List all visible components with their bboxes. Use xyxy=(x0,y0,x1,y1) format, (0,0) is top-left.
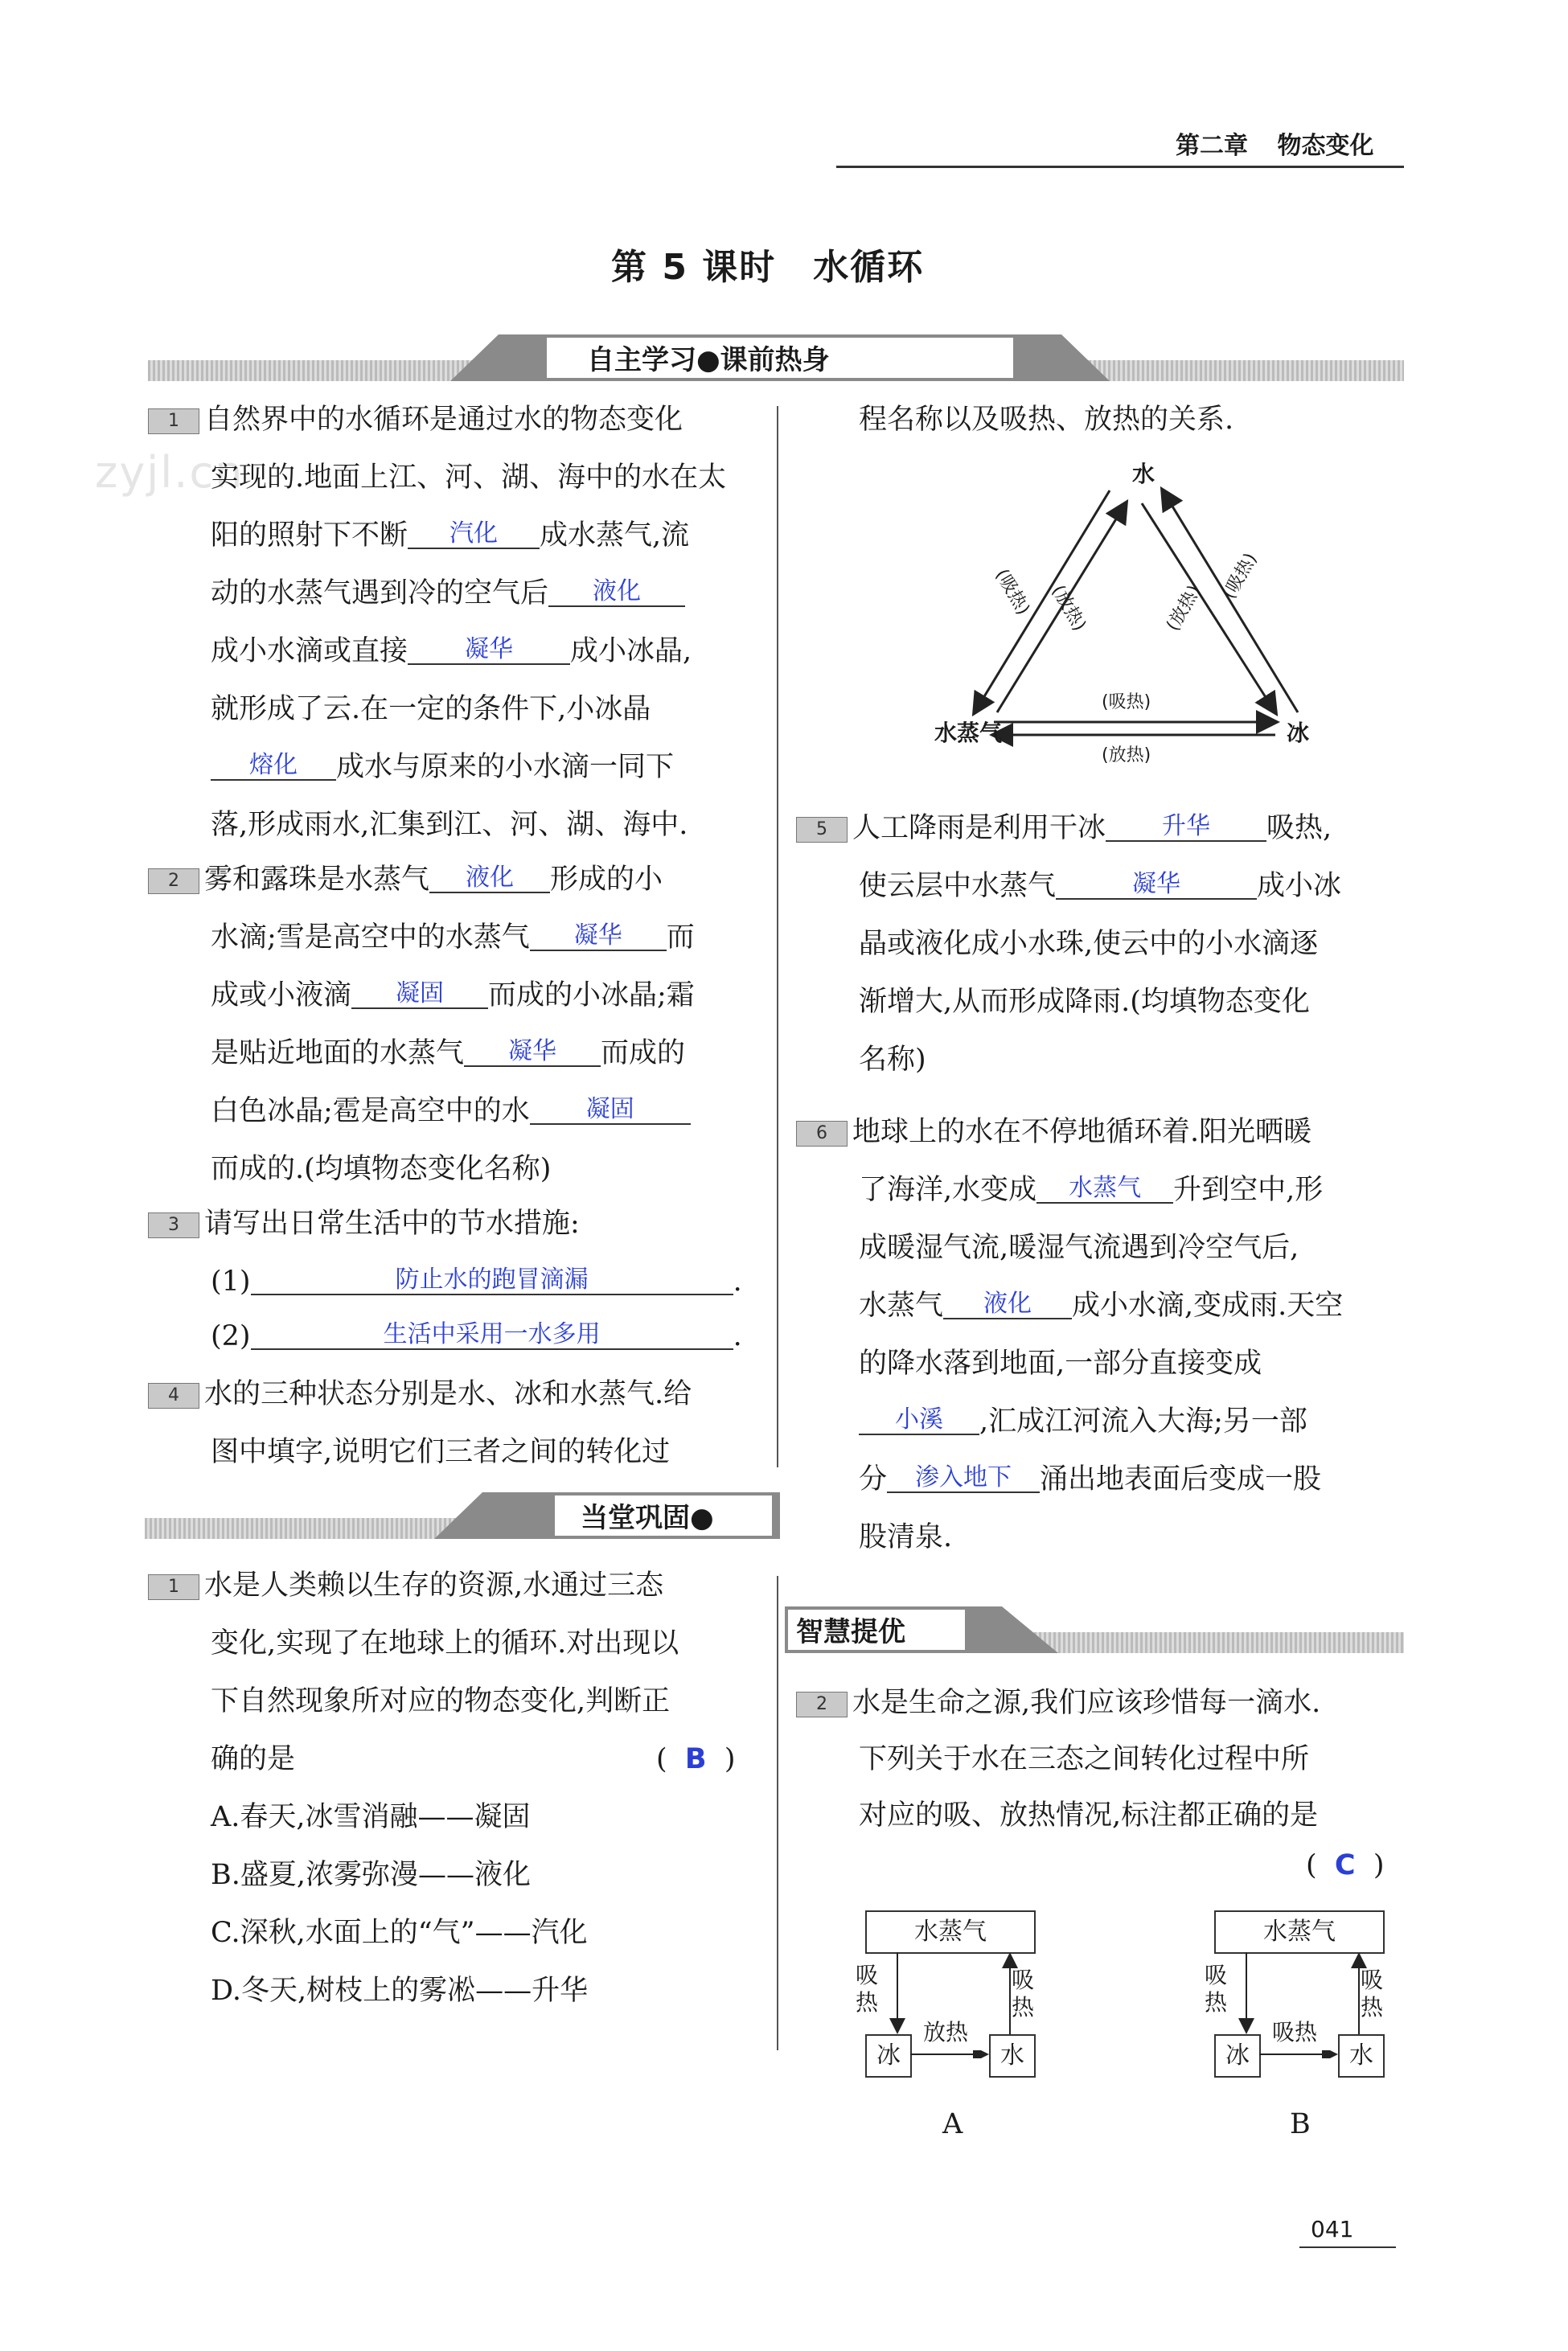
chapter-label: 第二章 xyxy=(1176,132,1248,160)
diagA-mid-label: 放热 xyxy=(923,2019,969,2045)
q2-text: 形成的小 xyxy=(550,864,663,896)
q2-line3 xyxy=(211,978,695,1013)
triangle-r-inner: (放热) xyxy=(1163,581,1205,635)
q6-text: 水蒸气 xyxy=(859,1290,944,1322)
q4-line2: 图中填字,说明它们三者之间的转化过 xyxy=(211,1436,671,1468)
q1-line4 xyxy=(211,576,685,611)
section-title-1: 自主学习●课前热身 xyxy=(587,344,830,376)
b1-option-b[interactable]: B.盛夏,浓雾弥漫——液化 xyxy=(211,1859,531,1891)
q2-text: 是贴近地面的水蒸气 xyxy=(211,1037,465,1069)
q1-text: 成水与原来的小水滴一同下 xyxy=(336,751,675,783)
q3-blank-2[interactable]: 生活中采用一水多用 xyxy=(251,1321,733,1350)
q6-line2 xyxy=(859,1172,1323,1208)
q5-text: 吸热, xyxy=(1266,812,1332,844)
header-rule xyxy=(836,166,1404,168)
q1-line3 xyxy=(211,518,689,553)
page-number: 041 xyxy=(1311,2216,1354,2242)
q6-text: 升到空中,形 xyxy=(1173,1174,1324,1206)
q1-blank-2[interactable]: 液化 xyxy=(548,578,685,607)
q2-text: 雾和露珠是水蒸气 xyxy=(204,864,430,896)
q2-line1 xyxy=(148,862,663,897)
q2-blank-2[interactable]: 凝华 xyxy=(530,922,667,951)
c2-answer[interactable]: C xyxy=(1334,1849,1356,1881)
q6-text: 了海洋,水变成 xyxy=(859,1174,1037,1206)
q1-text: 成小水滴或直接 xyxy=(211,635,408,667)
q6-blank-2[interactable]: 液化 xyxy=(943,1290,1072,1319)
triangle-right: 冰 xyxy=(1287,720,1310,746)
c2-text: 水是生命之源,我们应该珍惜每一滴水. xyxy=(852,1687,1321,1719)
q6-text: 地球上的水在不停地循环着.阳光晒暖 xyxy=(852,1116,1312,1148)
diagB-caption: B xyxy=(1290,2108,1311,2140)
triangle-l-inner: (放热) xyxy=(1047,581,1090,635)
chapter-header xyxy=(1176,125,1373,161)
q6-text: ,汇成江河流入大海;另一部 xyxy=(979,1405,1307,1438)
q3-line1 xyxy=(148,1206,580,1241)
triangle-b-top: (吸热) xyxy=(1102,692,1151,712)
q2-text: 而成的 xyxy=(601,1037,686,1069)
q6-text: 分 xyxy=(859,1463,888,1496)
q6-line5: 的降水落到地面,一部分直接变成 xyxy=(859,1348,1262,1380)
q2-number: 2 xyxy=(148,868,199,894)
q2-line5 xyxy=(211,1093,691,1129)
q5-text: 使云层中水蒸气 xyxy=(859,870,1057,902)
q5-line5: 名称) xyxy=(859,1044,926,1076)
c2-line2: 下列关于水在三态之间转化过程中所 xyxy=(859,1743,1310,1775)
q3-blank-1[interactable]: 防止水的跑冒滴漏 xyxy=(251,1266,733,1295)
q2-text: 成或小液滴 xyxy=(211,979,352,1011)
q2-line4 xyxy=(211,1036,685,1071)
q6-line8: 股清泉. xyxy=(859,1521,953,1553)
triangle-left: 水蒸气 xyxy=(934,720,1003,746)
diagA-right-label: 吸热 xyxy=(1012,1967,1035,2021)
q6-line7 xyxy=(859,1462,1321,1497)
q6-line3: 成暖湿气流,暖湿气流遇到冷空气后, xyxy=(859,1232,1299,1264)
q6-blank-3[interactable]: 小溪 xyxy=(859,1406,979,1435)
b1-option-d[interactable]: D.冬天,树枝上的雾凇——升华 xyxy=(211,1975,589,2007)
q3-number: 3 xyxy=(148,1212,199,1238)
q6-blank-4[interactable]: 渗入地下 xyxy=(887,1464,1040,1493)
b1-line2: 变化,实现了在地球上的循环.对出现以 xyxy=(211,1627,679,1660)
q6-blank-1[interactable]: 水蒸气 xyxy=(1036,1175,1173,1204)
diagA-left-label: 吸热 xyxy=(856,1962,879,2016)
q1-line8: 落,形成雨水,汇集到江、河、湖、海中. xyxy=(211,809,688,841)
column-divider xyxy=(777,406,778,1467)
diagA-caption: A xyxy=(942,2108,963,2140)
q1-line5 xyxy=(211,634,692,669)
q2-text: 而 xyxy=(666,921,695,954)
b1-option-a[interactable]: A.春天,冰雪消融——凝固 xyxy=(211,1801,531,1833)
q2-line2 xyxy=(211,920,695,955)
column-divider-2 xyxy=(777,1576,778,2050)
c2-line3: 对应的吸、放热情况,标注都正确的是 xyxy=(859,1799,1319,1832)
diagA-water-box: 水 xyxy=(989,2034,1036,2078)
q1-line7 xyxy=(211,749,674,785)
q3-text: 请写出日常生活中的节水措施: xyxy=(204,1208,580,1240)
q6-number: 6 xyxy=(796,1121,848,1147)
q3-prefix: (2) xyxy=(211,1320,251,1352)
page-number-rule xyxy=(1299,2246,1396,2248)
q5-blank-2[interactable]: 凝华 xyxy=(1056,871,1257,900)
q2-blank-4[interactable]: 凝华 xyxy=(464,1038,601,1067)
section-title-2: 当堂巩固● xyxy=(581,1502,714,1534)
q5-line2 xyxy=(859,868,1341,904)
q5-number: 5 xyxy=(796,817,848,843)
q6-line1 xyxy=(796,1114,1311,1150)
q1-line6: 就形成了云.在一定的条件下,小冰晶 xyxy=(211,693,651,725)
q5-text: 成小冰 xyxy=(1257,870,1342,902)
diagB-left-label: 吸热 xyxy=(1205,1962,1228,2016)
q6-text: 涌出地表面后变成一股 xyxy=(1040,1463,1322,1496)
diagB-right-label: 吸热 xyxy=(1361,1967,1384,2021)
diagA-vapor-box: 水蒸气 xyxy=(865,1910,1036,1954)
triangle-r-outer: (吸热) xyxy=(1219,549,1262,603)
q5-blank-1[interactable]: 升华 xyxy=(1106,813,1266,842)
c2-number: 2 xyxy=(796,1692,848,1717)
q2-text: 白色冰晶;雹是高空中的水 xyxy=(211,1095,530,1127)
q3-line2 xyxy=(211,1264,742,1299)
diagB-ice-box: 冰 xyxy=(1214,2034,1261,2078)
q1-text: 自然界中的水循环是通过水的物态变化 xyxy=(204,404,683,436)
q4-line3: 程名称以及吸热、放热的关系. xyxy=(859,404,1234,436)
q4-line1 xyxy=(148,1377,692,1412)
q2-text: 水滴;雪是高空中的水蒸气 xyxy=(211,921,530,954)
q5-text: 人工降雨是利用干冰 xyxy=(852,812,1106,844)
b1-text: 确的是 xyxy=(211,1743,296,1775)
diagA-ice-box: 冰 xyxy=(865,2034,912,2078)
diagB-mid-label: 吸热 xyxy=(1272,2019,1318,2045)
q6-line6 xyxy=(859,1404,1307,1439)
triangle-top: 水 xyxy=(1132,461,1155,487)
q1-text: 阳的照射下不断 xyxy=(211,519,408,552)
q1-text: 成水蒸气,流 xyxy=(540,519,690,552)
q3-dot: . xyxy=(733,1320,742,1352)
diagB-vapor-box: 水蒸气 xyxy=(1214,1910,1385,1954)
diagB-water-box: 水 xyxy=(1338,2034,1385,2078)
q2-text: 而成的小冰晶;霜 xyxy=(488,979,695,1011)
q1-text: 成小冰晶, xyxy=(570,635,692,667)
diagA-mid-arrow xyxy=(910,2050,991,2058)
q5-line1 xyxy=(796,810,1332,846)
q2-line6: 而成的.(均填物态变化名称) xyxy=(211,1153,552,1185)
q6-text: 成小水滴,变成雨.天空 xyxy=(1072,1290,1344,1322)
q2-blank-1[interactable]: 液化 xyxy=(429,864,550,893)
diagB-mid-arrow xyxy=(1259,2050,1340,2058)
b1-line1 xyxy=(148,1568,663,1603)
q1-blank-4[interactable]: 熔化 xyxy=(211,752,336,781)
q3-line3 xyxy=(211,1319,742,1354)
page-title: 第 5 课时 水循环 xyxy=(611,247,925,288)
b1-line3: 下自然现象所对应的物态变化,判断正 xyxy=(211,1685,671,1717)
q2-blank-3[interactable]: 凝固 xyxy=(351,980,488,1009)
q2-blank-5[interactable]: 凝固 xyxy=(530,1096,691,1125)
c2-answer-bracket: ( C ) xyxy=(1306,1849,1385,1881)
q1-blank-3[interactable]: 凝华 xyxy=(408,636,570,665)
q4-number: 4 xyxy=(148,1383,199,1409)
b1-answer-bracket: ( B ) xyxy=(656,1743,736,1775)
b1-answer[interactable]: B xyxy=(684,1743,707,1775)
q1-line1 xyxy=(148,402,683,437)
b1-option-c[interactable]: C.深秋,水面上的“气”——汽化 xyxy=(211,1917,588,1949)
q1-text: 动的水蒸气遇到冷的空气后 xyxy=(211,577,549,609)
q3-prefix: (1) xyxy=(211,1266,251,1298)
triangle-l-outer: (吸热) xyxy=(991,565,1033,619)
b1-text: 水是人类赖以生存的资源,水通过三态 xyxy=(204,1569,664,1602)
q4-text: 水的三种状态分别是水、冰和水蒸气.给 xyxy=(204,1378,692,1410)
triangle-b-bottom: (放热) xyxy=(1102,745,1151,765)
q6-line4 xyxy=(859,1288,1343,1323)
b1-number: 1 xyxy=(148,1574,199,1600)
q1-blank-1[interactable]: 汽化 xyxy=(408,520,540,549)
b1-line4 xyxy=(211,1742,295,1777)
watermark: zyjl.cn xyxy=(95,447,244,498)
q1-number: 1 xyxy=(148,408,199,434)
q3-dot: . xyxy=(733,1266,742,1298)
q1-line2: 实现的.地面上江、河、湖、海中的水在太 xyxy=(211,462,727,494)
c2-line1 xyxy=(796,1685,1320,1721)
q5-line3: 晶或液化成小水珠,使云中的小水滴逐 xyxy=(859,928,1319,960)
topic-label: 物态变化 xyxy=(1277,132,1374,160)
q5-line4: 渐增大,从而形成降雨.(均填物态变化 xyxy=(859,986,1310,1018)
section-title-3: 智慧提优 xyxy=(796,1616,905,1648)
